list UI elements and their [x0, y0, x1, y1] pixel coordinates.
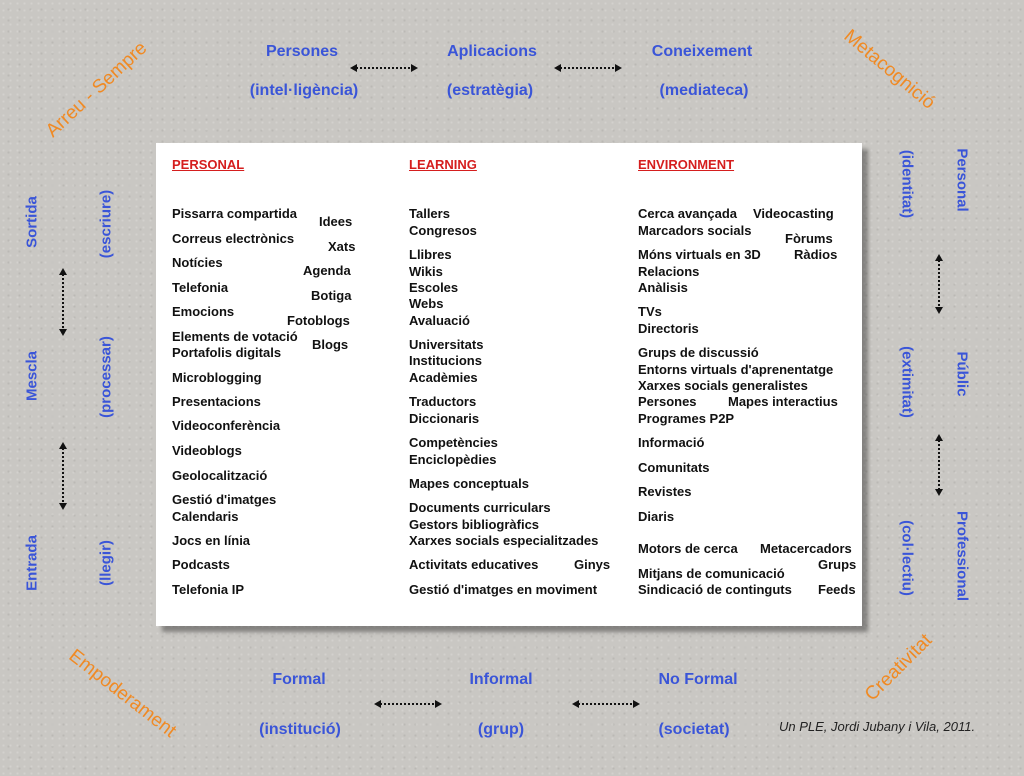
list-item: Mapes conceptuals	[409, 476, 529, 491]
label-formal: Formal	[272, 671, 326, 688]
credit-text: Un PLE, Jordi Jubany i Vila, 2011.	[779, 719, 976, 734]
list-item: Botiga	[311, 288, 352, 303]
list-item: Gestors bibliogràfics	[409, 517, 540, 532]
list-item: Revistes	[638, 484, 692, 499]
label-arreu-sempre: Arreu - Sempre	[42, 37, 152, 142]
label-professional: Professional	[953, 510, 971, 602]
list-item: Congresos	[409, 223, 477, 238]
ple-panel	[156, 143, 862, 626]
list-item: Videoblogs	[172, 443, 242, 458]
list-item: Tallers	[409, 206, 450, 221]
list-item: Xarxes socials generalistes	[638, 378, 808, 393]
list-item: Idees	[319, 214, 353, 229]
arrow-personal-public	[932, 254, 946, 314]
list-item: Feeds	[818, 582, 856, 597]
list-item: Marcadors socials	[638, 223, 752, 238]
arrow-public-professional	[932, 434, 946, 496]
list-item: Avaluació	[409, 313, 470, 328]
list-item: Ginys	[574, 557, 611, 572]
header-personal: PERSONAL	[172, 157, 245, 172]
list-item: Webs	[409, 296, 444, 311]
list-item: Informació	[638, 435, 705, 450]
label-creativitat: Creativitat	[860, 629, 937, 706]
label-grup: (grup)	[477, 721, 525, 738]
label-societat: (societat)	[658, 721, 730, 738]
list-item: TVs	[638, 304, 662, 319]
list-item: Activitats educatives	[409, 557, 539, 572]
list-item: Programes P2P	[638, 411, 735, 426]
list-item: Persones	[638, 394, 697, 409]
list-item: Videocasting	[753, 206, 834, 221]
list-item: Universitats	[409, 337, 484, 352]
list-item: Traductors	[409, 394, 477, 409]
arrow-sortida-mescla	[56, 268, 70, 336]
list-item: Microblogging	[172, 370, 262, 385]
label-informal: Informal	[469, 671, 533, 688]
list-item: Correus electrònics	[172, 231, 295, 246]
list-item: Portafolis digitals	[172, 345, 282, 360]
list-item: Entorns virtuals d'aprenentatge	[638, 362, 834, 377]
list-item: Elements de votació	[172, 329, 298, 344]
list-item: Agenda	[303, 263, 351, 278]
list-item: Xats	[328, 239, 356, 254]
list-item: Acadèmies	[409, 370, 478, 385]
list-item: Telefonia IP	[172, 582, 244, 597]
list-item: Escoles	[409, 280, 459, 295]
header-learning: LEARNING	[409, 157, 477, 172]
list-item: Motors de cerca	[638, 541, 738, 556]
list-item: Videoconferència	[172, 418, 281, 433]
list-item: Mitjans de comunicació	[638, 566, 785, 581]
list-item: Enciclopèdies	[409, 452, 497, 467]
label-llegir: (llegir)	[97, 540, 115, 586]
arrow-mescla-entrada	[56, 442, 70, 510]
list-item: Móns virtuals en 3D	[638, 247, 761, 262]
label-public: Públic	[953, 351, 971, 397]
label-sortida: Sortida	[23, 196, 41, 248]
list-item: Emocions	[172, 304, 235, 319]
list-item: Anàlisis	[638, 280, 688, 295]
label-extimitat: (extimitat)	[898, 346, 916, 418]
label-no-formal: No Formal	[658, 671, 738, 688]
list-item: Xarxes socials especialitzades	[409, 533, 599, 548]
list-item: Diaris	[638, 509, 675, 524]
list-item: Comunitats	[638, 460, 710, 475]
label-estrategia: (estratègia)	[446, 82, 534, 99]
arrow-informal-noformal	[572, 697, 640, 711]
list-item: Institucions	[409, 353, 482, 368]
list-item: Gestió d'imatges	[172, 492, 277, 507]
arrow-persones-aplicacions	[350, 61, 418, 75]
list-item: Competències	[409, 435, 498, 450]
list-item: Blogs	[312, 337, 349, 352]
list-item: Grups de discussió	[638, 345, 759, 360]
list-item: Diccionaris	[409, 411, 480, 426]
label-empoderament: Empoderament	[64, 645, 180, 742]
list-item: Calendaris	[172, 509, 239, 524]
label-escriure: (escriure)	[97, 189, 115, 259]
list-item: Documents curriculars	[409, 500, 551, 515]
label-personal: Personal	[953, 148, 971, 212]
label-coneixement: Coneixement	[651, 43, 753, 60]
list-item: Grups	[818, 557, 857, 572]
label-mescla: Mescla	[23, 350, 41, 402]
list-item: Pissarra compartida	[172, 206, 298, 221]
list-item: Relacions	[638, 264, 700, 279]
label-entrada: Entrada	[23, 535, 41, 591]
list-item: Directoris	[638, 321, 699, 336]
list-item: Ràdios	[794, 247, 838, 262]
label-institucio: (institució)	[259, 721, 341, 738]
list-item: Fòrums	[785, 231, 833, 246]
label-persones: Persones	[265, 43, 339, 60]
arrow-aplicacions-coneixement	[554, 61, 622, 75]
list-item: Podcasts	[172, 557, 230, 572]
list-item: Gestió d'imatges en moviment	[409, 582, 598, 597]
header-environment: ENVIRONMENT	[638, 157, 735, 172]
list-item: Wikis	[409, 264, 443, 279]
list-item: Sindicació de continguts	[638, 582, 792, 597]
label-mediateca: (mediateca)	[659, 82, 749, 99]
label-collectiu: (col·lectiu)	[898, 520, 916, 596]
list-item: Fotoblogs	[287, 313, 350, 328]
list-item: Llibres	[409, 247, 452, 262]
label-identitat: (identitat)	[898, 149, 916, 219]
list-item: Presentacions	[172, 394, 261, 409]
label-processar: (processar)	[97, 336, 115, 418]
list-item: Notícies	[172, 255, 223, 270]
list-item: Geolocalització	[172, 468, 268, 483]
label-metacognicio: Metacognició	[839, 25, 939, 114]
label-aplicacions: Aplicacions	[447, 43, 537, 60]
label-intelligencia: (intel·ligència)	[249, 82, 359, 99]
list-item: Metacercadors	[760, 541, 852, 556]
arrow-formal-informal	[374, 697, 442, 711]
list-item: Jocs en línia	[172, 533, 251, 548]
list-item: Telefonia	[172, 280, 229, 295]
list-item: Cerca avançada	[638, 206, 738, 221]
list-item: Mapes interactius	[728, 394, 838, 409]
